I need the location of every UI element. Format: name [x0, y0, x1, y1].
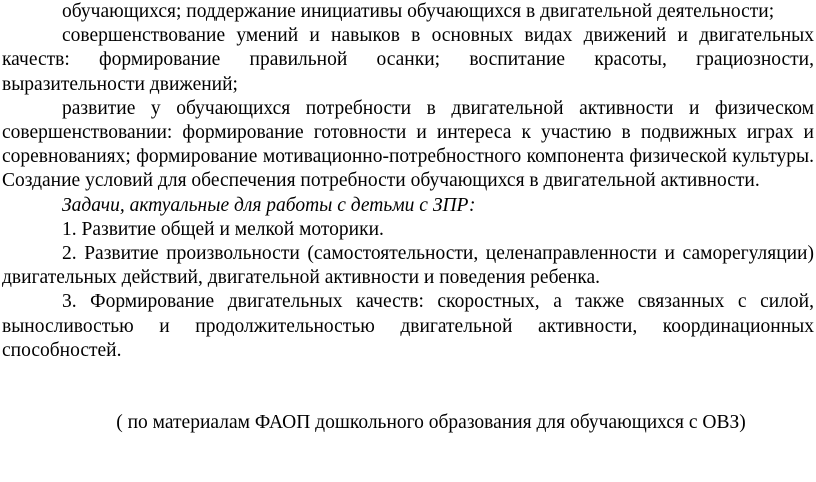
tasks-heading: Задачи, актуальные для работы с детьми с ЗПР: [62, 194, 476, 216]
task-item-2: 2. Развитие произвольности (самостоятельности, целенаправленности и саморегуляции) двигательных действий, двигательной активности и поведения ребенка. [2, 243, 814, 289]
task-item-1: 1. Развитие общей и мелкой моторики. [62, 218, 384, 240]
paragraph-2: совершенствование умений и навыков в основных видах движений и двигательных качеств: формирование правильной осанки; воспитание красоты, грациозности, выразительности движений; [2, 25, 814, 95]
task-item-3: 3. Формирование двигательных качеств: скоростных, а также связанных с силой, выносливостью и продолжительностью двигательной активности, координационных способностей. [2, 291, 814, 361]
source-note: ( по материалам ФАОП дошкольного образования для обучающихся с ОВЗ) [116, 412, 746, 434]
paragraph-3: развитие у обучающихся потребности в двигательной активности и физическом совершенствовании: формирование готовности и интереса к участию в подвижных играх и соревнованиях; формирование мотивационно-потребностного компонента физической культуры. Создание условий для обеспечения потребности обучающихся в двигательной активности. [2, 97, 814, 192]
blank-space [2, 363, 814, 411]
paragraph-1: обучающихся; поддержание инициативы обучающихся в двигательной деятельности; [62, 1, 775, 22]
